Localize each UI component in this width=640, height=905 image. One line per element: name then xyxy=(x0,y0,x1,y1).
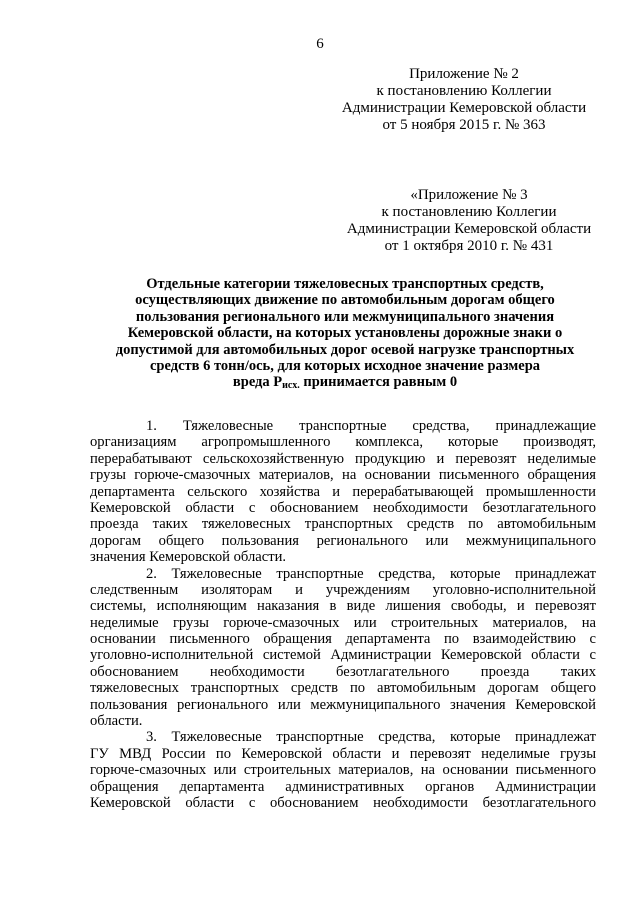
paragraph-line: значения Кемеровской области. xyxy=(90,549,287,566)
title-last-suffix: принимается равным 0 xyxy=(299,374,458,391)
title-line: осуществляющих движение по автомобильным дорогам общего xyxy=(135,292,555,309)
page-number: 6 xyxy=(316,36,324,52)
paragraph-line: грузы горюче-смазочных материалов, на основании письменного обращения xyxy=(90,467,596,484)
title-line: допустимой для автомобильных дорог осевой нагрузке транспортных xyxy=(115,341,575,358)
paragraph-line: 2. Тяжеловесные транспортные средства, которые принадлежат xyxy=(146,565,596,582)
document-body xyxy=(90,418,596,811)
paragraph-line: горюче-смазочных или строительных материалов, на основании письменного xyxy=(90,762,596,779)
title-line: Кемеровской области, на которых установлены дорожные знаки о xyxy=(127,325,563,342)
paragraph-line: области. xyxy=(90,713,143,730)
paragraph-line: ГУ МВД России по Кемеровской области и перевозят неделимые грузы xyxy=(90,745,596,762)
appendix-3-line: к постановлению Коллегии xyxy=(381,204,557,220)
paragraph-line: обращения департамента административных органов Администрации xyxy=(90,778,596,795)
paragraph-line: тяжеловесных транспортных средств по автомобильным дорогам общего xyxy=(90,680,596,697)
appendix-2-line: Администрации Кемеровской области xyxy=(341,100,587,116)
appendix-3-line: Администрации Кемеровской области xyxy=(346,221,592,237)
title-last-prefix: вреда P xyxy=(232,374,283,391)
appendix-3-line: «Приложение № 3 xyxy=(410,187,528,203)
title-last-line xyxy=(90,374,600,394)
paragraph-line: 1. Тяжеловесные транспортные средства, принадлежащие xyxy=(146,418,596,434)
paragraph-2 xyxy=(90,566,596,730)
paragraph-line: проезда таких тяжеловесных транспортных средств по автомобильным xyxy=(90,516,596,533)
paragraph-1 xyxy=(90,418,596,566)
paragraph-line: департамента сельского хозяйства и перерабатывающей промышленности xyxy=(90,483,596,500)
paragraph-line: неделимые грузы горюче-смазочных или строительных материалов, на xyxy=(90,614,596,631)
paragraph-line: уголовно-исполнительной системой Администрации Кемеровской области с xyxy=(90,647,596,664)
paragraph-line: Кемеровской области с обоснованием необходимости безотлагательного xyxy=(90,499,596,516)
title-line: средств 6 тонн/ось, для которых исходное значение размера xyxy=(149,358,541,375)
appendix-2-line: от 5 ноября 2015 г. № 363 xyxy=(382,117,546,133)
appendix-2-line: Приложение № 2 xyxy=(409,66,519,82)
paragraph-3 xyxy=(90,729,596,811)
appendix-2-header xyxy=(334,66,594,134)
appendix-3-header xyxy=(338,187,600,255)
paragraph-line: основании письменного обращения департамента по взаимодействию с xyxy=(90,631,596,648)
title-subscript: исх. xyxy=(282,380,300,392)
paragraph-line: 3. Тяжеловесные транспортные средства, которые принадлежат xyxy=(146,729,596,746)
title-line: пользования регионального или межмуниципального значения xyxy=(135,308,555,325)
document-title xyxy=(90,276,600,395)
paragraph-line: следственным изоляторам и учреждениям уголовно-исполнительной xyxy=(90,581,596,598)
title-line: Отдельные категории тяжеловесных транспортных средств, xyxy=(146,276,544,292)
paragraph-line: организациям агропромышленного комплекса, которые производят, xyxy=(90,434,596,451)
appendix-2-line: к постановлению Коллегии xyxy=(376,83,552,99)
paragraph-line: Кемеровской области с обоснованием необходимости безотлагательного xyxy=(90,794,596,811)
paragraph-line: перерабатывают сельскохозяйственную продукцию и перевозят неделимые xyxy=(90,450,596,467)
paragraph-line: системы, исполняющим наказания в виде лишения свободы, и перевозят xyxy=(90,598,596,615)
paragraph-line: дорогам общего пользования регионального или межмуниципального xyxy=(90,532,596,549)
appendix-3-line: от 1 октября 2010 г. № 431 xyxy=(384,238,554,254)
paragraph-line: обоснованием необходимости безотлагательного проезда таких xyxy=(90,663,596,680)
paragraph-line: пользования регионального или межмуниципального значения Кемеровской xyxy=(90,696,596,713)
